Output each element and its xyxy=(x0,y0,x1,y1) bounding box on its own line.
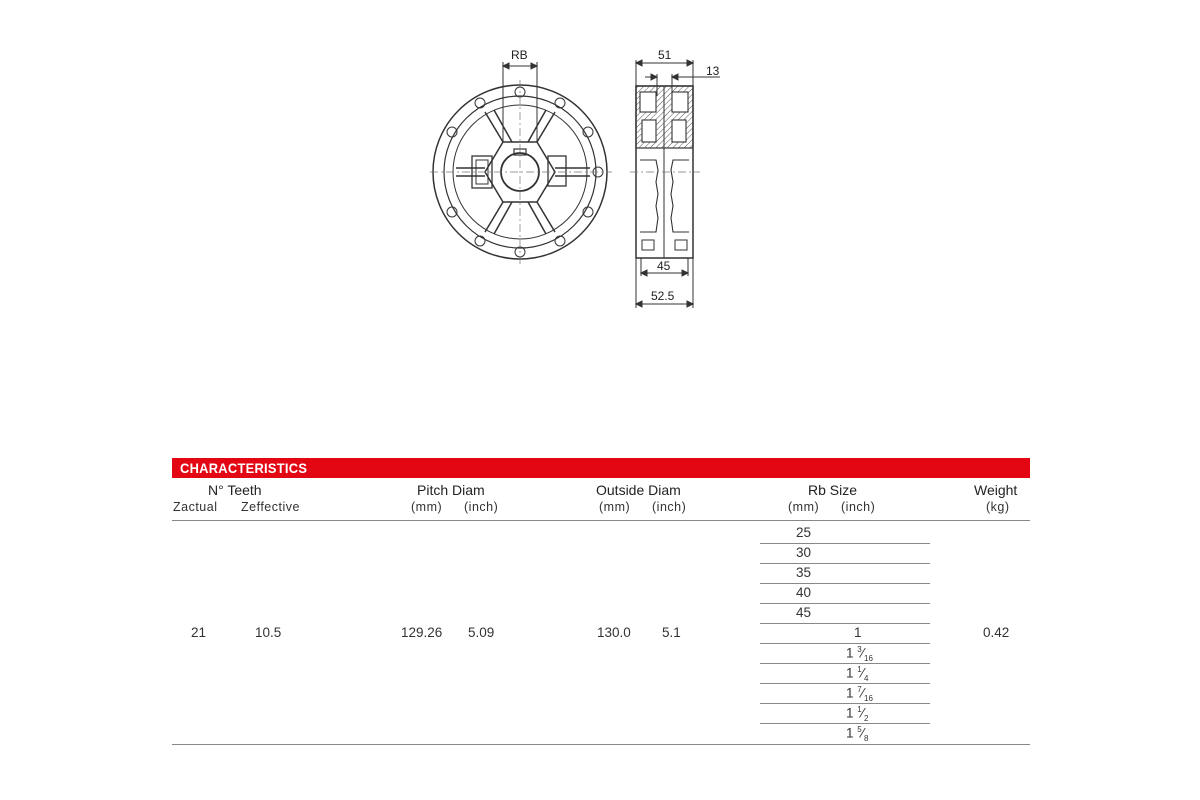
z-actual-value: 21 xyxy=(191,625,207,640)
rb-inch-row xyxy=(760,703,930,724)
rb-mm-row xyxy=(760,563,930,584)
pitch-diam-header: Pitch Diam xyxy=(417,482,485,498)
rb-mm-value: 35 xyxy=(796,565,812,580)
z-effective-header: Zeffective xyxy=(241,500,300,514)
characteristics-title: CHARACTERISTICS xyxy=(180,460,308,476)
rb-inch-value: 1 $^5⁄_8$ xyxy=(846,725,869,744)
rb-mm-row xyxy=(760,583,930,604)
rb-mm-header: (mm) xyxy=(788,500,820,514)
pitch-inch-value: 5.09 xyxy=(468,625,495,640)
z-actual-header: Zactual xyxy=(173,500,218,514)
rb-mm-value: 25 xyxy=(796,525,812,540)
rb-mm-row xyxy=(760,523,930,544)
pitch-mm-value: 129.26 xyxy=(401,625,443,640)
weight-header: Weight xyxy=(974,482,1018,498)
weight-value: 0.42 xyxy=(983,625,1010,640)
rb-inch-row xyxy=(760,643,930,664)
rb-inch-row xyxy=(760,683,930,704)
side-view xyxy=(630,86,700,258)
front-view xyxy=(430,80,612,264)
dim-52-5-label: 52.5 xyxy=(651,289,675,303)
outside-inch-header: (inch) xyxy=(652,500,687,514)
outside-mm-header: (mm) xyxy=(599,500,631,514)
z-effective-value: 10.5 xyxy=(255,625,282,640)
dim-51-label: 51 xyxy=(658,48,672,62)
outside-diam-header: Outside Diam xyxy=(596,482,681,498)
rb-inch-row xyxy=(760,623,930,644)
outside-inch-value: 5.1 xyxy=(662,625,681,640)
pitch-inch-header: (inch) xyxy=(464,500,499,514)
rb-mm-value: 40 xyxy=(796,585,812,600)
rb-inch-row xyxy=(760,663,930,684)
rb-label: RB xyxy=(511,48,528,62)
pitch-mm-header: (mm) xyxy=(411,500,443,514)
header-divider xyxy=(172,520,1030,521)
rb-inch-header: (inch) xyxy=(841,500,876,514)
outside-mm-value: 130.0 xyxy=(597,625,631,640)
rb-mm-value: 45 xyxy=(796,605,812,620)
table-bottom-divider xyxy=(172,744,1030,745)
weight-unit-header: (kg) xyxy=(986,500,1010,514)
rb-mm-row xyxy=(760,603,930,624)
dim-13-label: 13 xyxy=(706,64,720,78)
rb-mm-row xyxy=(760,543,930,564)
characteristics-header xyxy=(172,458,1030,478)
rb-inch-value: 1 $^1⁄_2$ xyxy=(846,705,869,724)
rb-inch-value: 1 $^7⁄_{16}$ xyxy=(846,685,873,704)
rb-inch-row xyxy=(760,723,930,743)
rb-inch-value: 1 xyxy=(854,625,862,640)
rb-size-header: Rb Size xyxy=(808,482,858,498)
rb-inch-value: 1 $^3⁄_{16}$ xyxy=(846,645,873,664)
teeth-header: N° Teeth xyxy=(208,482,262,498)
rb-inch-value: 1 $^1⁄_4$ xyxy=(846,665,869,684)
rb-mm-value: 30 xyxy=(796,545,812,560)
dim-45-label: 45 xyxy=(657,259,671,273)
